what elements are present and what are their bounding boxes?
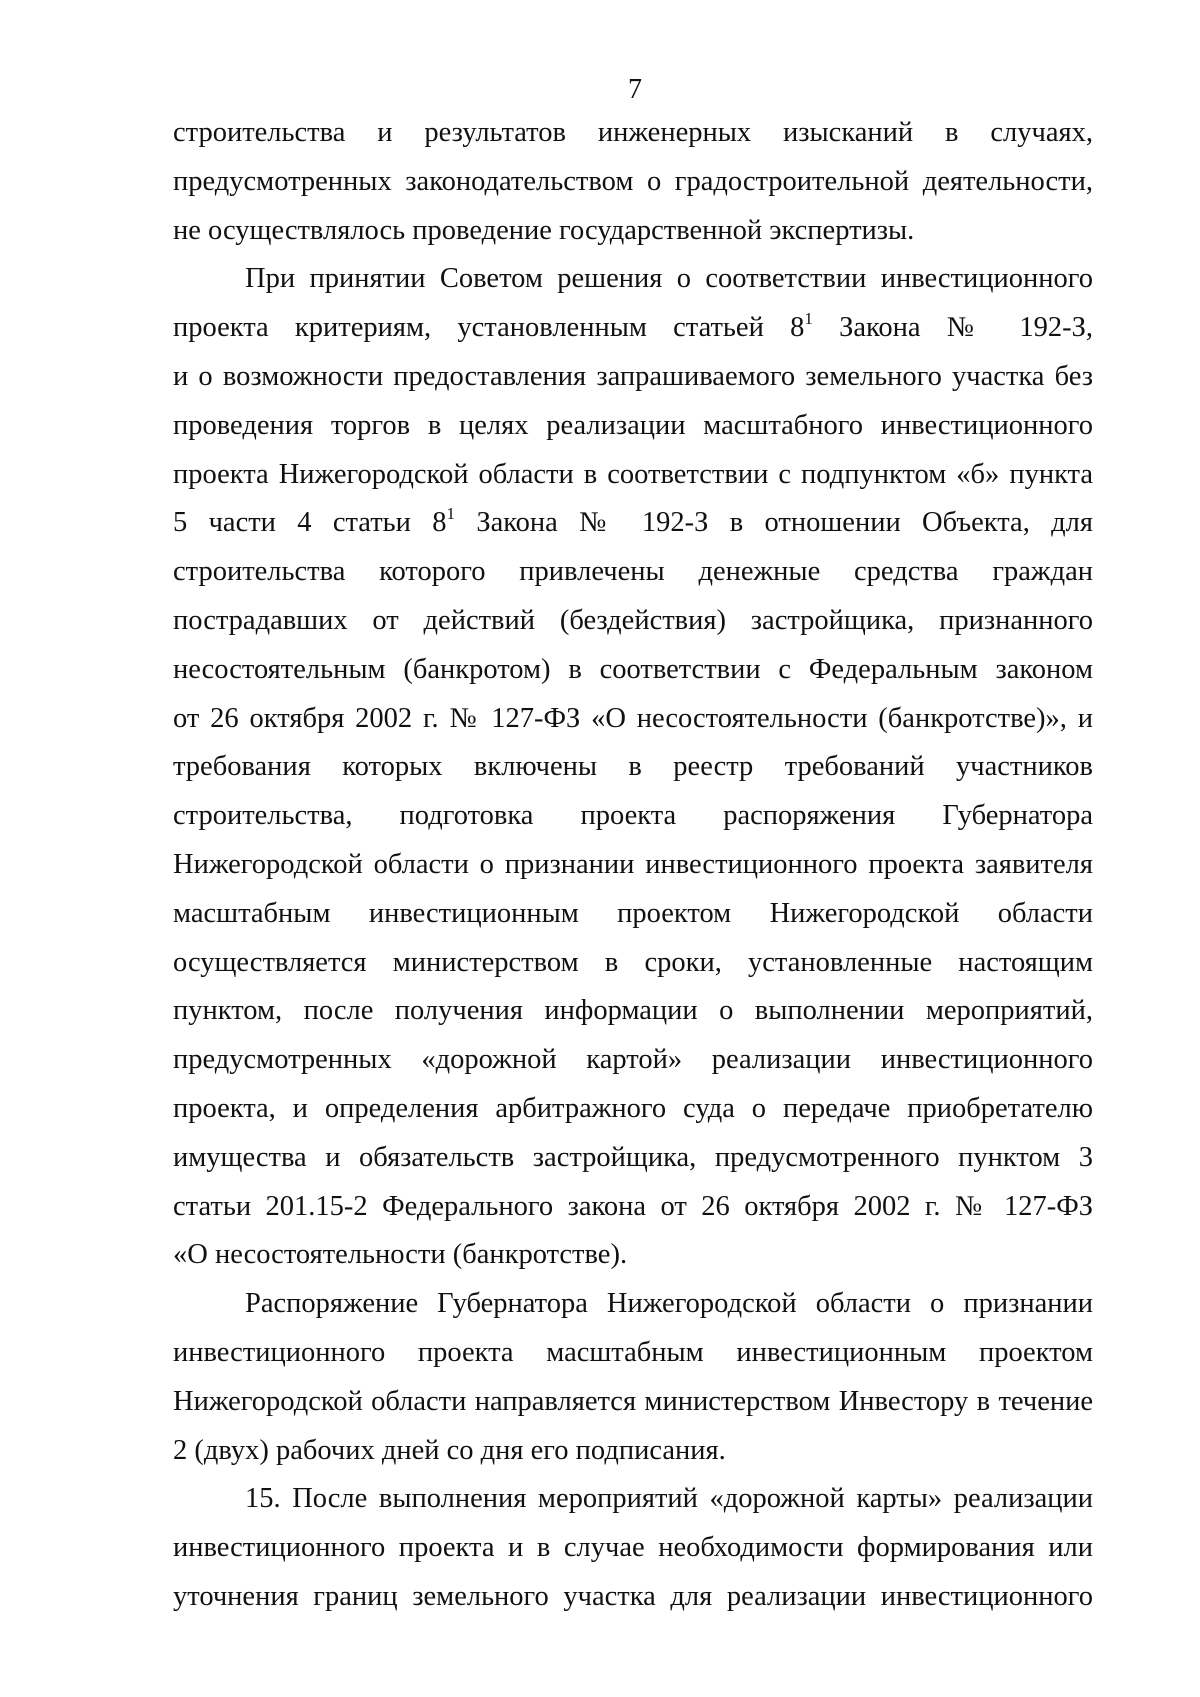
text-line: строительства которого привлечены денежные средства граждан xyxy=(173,556,1093,588)
text-line: проекта, и определения арбитражного суда о передаче приобретателю xyxy=(173,1092,1093,1124)
paragraph-2 xyxy=(173,255,1093,1280)
text-line: имущества и обязательств застройщика, предусмотренного пунктом 3 xyxy=(173,1141,1093,1173)
text-line: пунктом, после получения информации о выполнении мероприятий, xyxy=(173,995,1093,1027)
line-text-tail: Закона № 192-З в отношении Объекта, для xyxy=(455,507,1093,539)
text-line: предусмотренных законодательством о градостроительной деятельности, xyxy=(173,165,1093,197)
paragraph-3 xyxy=(173,1280,1093,1475)
text-line-with-superscript xyxy=(173,499,1093,548)
text-line: требования которых включены в реестр требований участников xyxy=(173,751,1093,783)
text-line: инвестиционного проекта и в случае необходимости формирования или xyxy=(173,1532,1093,1564)
text-line: уточнения границ земельного участка для реализации инвестиционного xyxy=(173,1580,1093,1612)
text-line: Нижегородской области о признании инвестиционного проекта заявителя xyxy=(173,848,1093,880)
text-line: Нижегородской области направляется министерством Инвестору в течение xyxy=(173,1385,1093,1417)
text-line: При принятии Советом решения о соответствии инвестиционного xyxy=(245,263,1093,295)
text-line: несостоятельным (банкротом) в соответствии с Федеральным законом xyxy=(173,653,1093,685)
article-superscript: 1 xyxy=(446,503,455,523)
paragraph-clause-15 xyxy=(173,1475,1093,1621)
paragraph-1 xyxy=(173,109,1093,255)
text-line: предусмотренных «дорожной картой» реализации инвестиционного xyxy=(173,1044,1093,1076)
text-line: строительства и результатов инженерных изысканий в случаях, xyxy=(173,117,1093,148)
text-line: пострадавших от действий (бездействия) застройщика, признанного xyxy=(173,604,1093,636)
document-body xyxy=(173,109,1093,1622)
text-line: «О несостоятельности (банкротстве). xyxy=(173,1239,628,1271)
text-line: осуществляется министерством в сроки, установленные настоящим xyxy=(173,946,1093,978)
text-line: не осуществлялось проведение государственной экспертизы. xyxy=(173,214,915,246)
text-line: и о возможности предоставления запрашиваемого земельного участка без xyxy=(173,360,1093,392)
text-line: строительства, подготовка проекта распоряжения Губернатора xyxy=(173,800,1093,832)
line-text: проекта критериям, установленным статьей 8 xyxy=(173,312,805,344)
text-line: проведения торгов в целях реализации масштабного инвестиционного xyxy=(173,409,1093,441)
line-text-tail: Закона № 192-З, xyxy=(812,312,1093,344)
page-number: 7 xyxy=(628,74,642,105)
text-line: инвестиционного проекта масштабным инвестиционным проектом xyxy=(173,1336,1093,1368)
text-line: статьи 201.15-2 Федерального закона от 26 октября 2002 г. № 127-ФЗ xyxy=(173,1190,1093,1222)
text-line: 2 (двух) рабочих дней со дня его подписания. xyxy=(173,1434,726,1466)
text-line: Распоряжение Губернатора Нижегородской области о признании xyxy=(245,1288,1093,1320)
text-line: масштабным инвестиционным проектом Нижегородской области xyxy=(173,897,1093,929)
article-superscript: 1 xyxy=(804,308,813,328)
text-line: 15. После выполнения мероприятий «дорожной карты» реализации xyxy=(245,1483,1093,1515)
text-line: от 26 октября 2002 г. № 127-ФЗ «О несостоятельности (банкротстве)», и xyxy=(173,702,1093,734)
line-text: 5 части 4 статьи 8 xyxy=(173,507,447,539)
text-line: проекта Нижегородской области в соответствии с подпунктом «б» пункта xyxy=(173,458,1093,490)
text-line-with-superscript xyxy=(173,304,1093,353)
